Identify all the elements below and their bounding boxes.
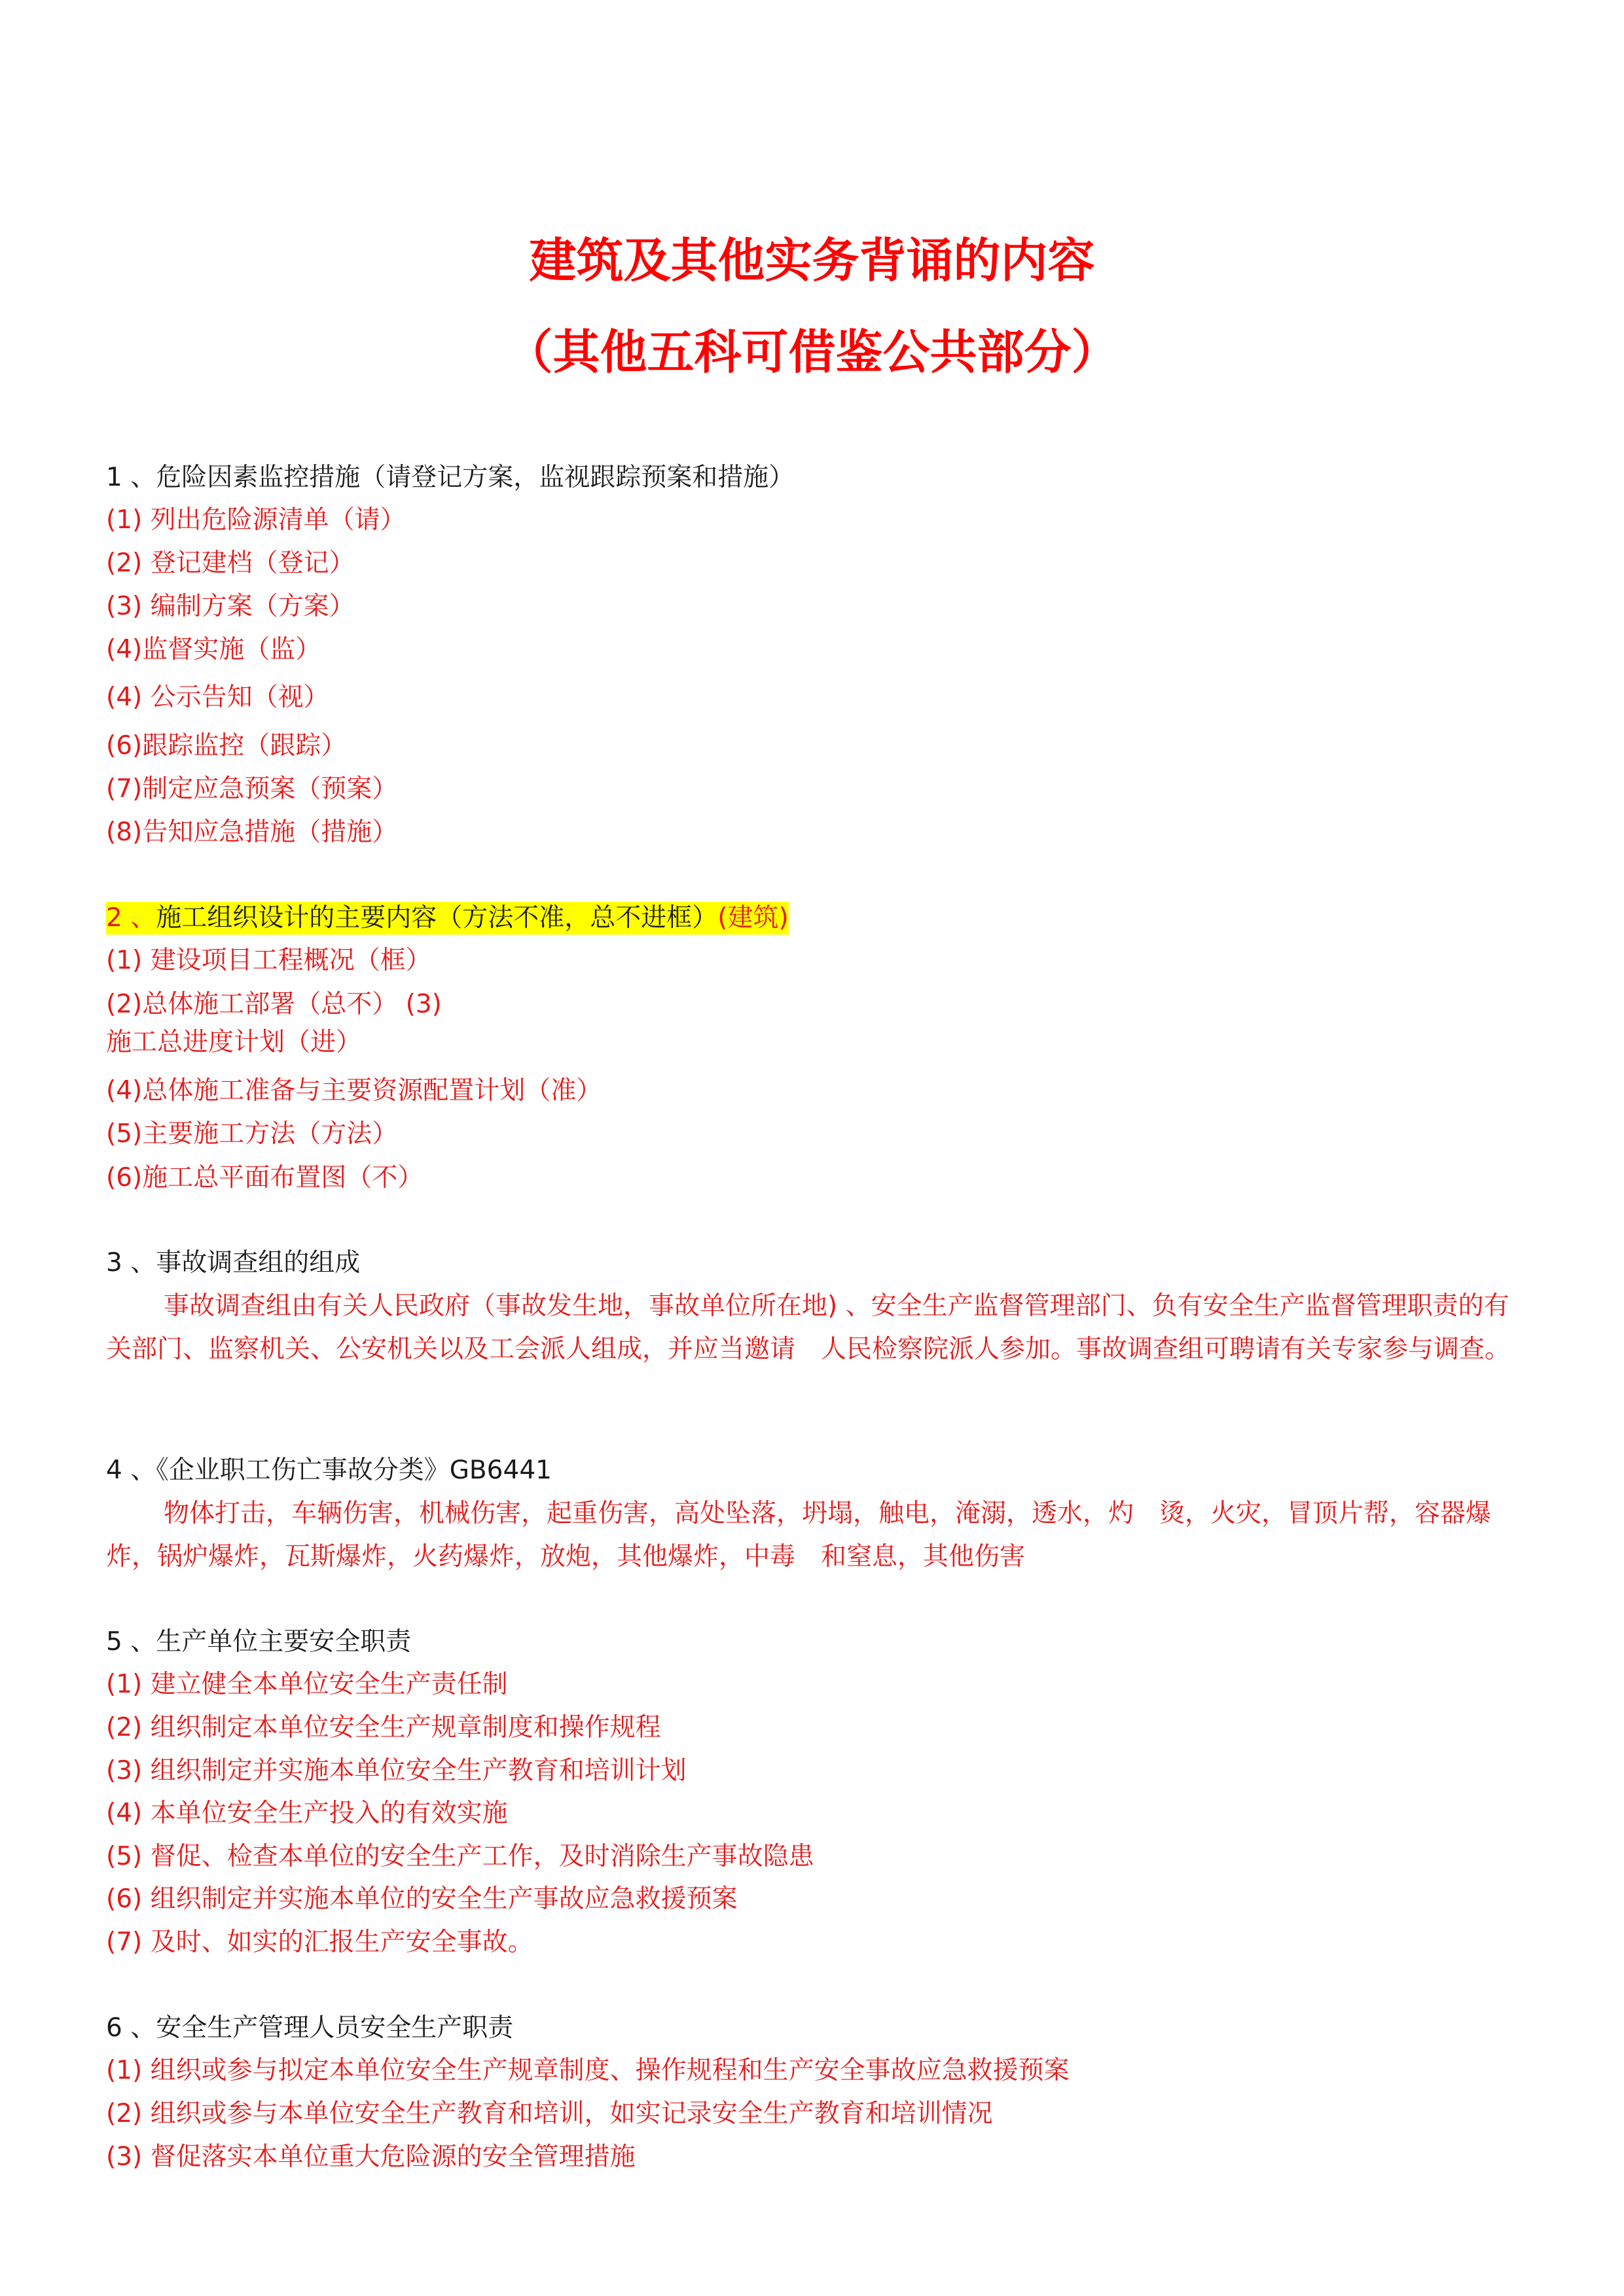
section-5-heading: 5 、生产单位主要安全职责 bbox=[106, 1627, 412, 1657]
document-subtitle: （其他五科可借鉴公共部分） bbox=[505, 325, 1119, 380]
section-3-heading: 3 、事故调查组的组成 bbox=[106, 1248, 361, 1278]
section-1-item: (4) 公示告知（视） bbox=[106, 683, 329, 712]
section-2-heading-tag: (建筑) bbox=[717, 903, 789, 933]
section-1-item: (6)跟踪监控（跟踪） bbox=[106, 731, 347, 761]
section-4-body: 物体打击，车辆伤害，机械伤害，起重伤害，高处坠落，坍塌，触电，淹溺，透水，灼 烫，火灾，冒顶片帮，容器爆炸，锅炉爆炸，瓦斯爆炸，火药爆炸，放炮，其他爆炸，中毒 和窒息，其他伤害 bbox=[106, 1499, 1492, 1571]
section-5-item: (3) 组织制定并实施本单位安全生产教育和培训计划 bbox=[106, 1756, 687, 1785]
section-1-item: (3) 编制方案（方案） bbox=[106, 592, 355, 621]
section-1-item: (1) 列出危险源清单（请） bbox=[106, 505, 406, 535]
section-5-item: (1) 建立健全本单位安全生产责任制 bbox=[106, 1670, 508, 1699]
section-5-item: (2) 组织制定本单位安全生产规章制度和操作规程 bbox=[106, 1713, 661, 1742]
section-2-item: 施工总进度计划（进） bbox=[106, 1028, 362, 1057]
section-2-heading-text: 施工组织设计的主要内容（方法不准，总不进框） bbox=[156, 903, 718, 933]
section-2-item: (4)总体施工准备与主要资源配置计划（准） bbox=[106, 1076, 602, 1105]
document-title: 建筑及其他实务背诵的内容 bbox=[529, 233, 1095, 288]
section-1-heading: 1 、危险因素监控措施（请登记方案，监视跟踪预案和措施） bbox=[106, 463, 795, 492]
section-2-heading-number: 2 、 bbox=[106, 903, 156, 933]
section-2-item: (6)施工总平面布置图（不） bbox=[106, 1163, 424, 1193]
section-6-item: (1) 组织或参与拟定本单位安全生产规章制度、操作规程和生产安全事故应急救援预案 bbox=[106, 2056, 1070, 2085]
section-6-item: (2) 组织或参与本单位安全生产教育和培训，如实记录安全生产教育和培训情况 bbox=[106, 2099, 993, 2128]
section-2-item: (5)主要施工方法（方法） bbox=[106, 1119, 398, 1149]
section-6-item: (3) 督促落实本单位重大危险源的安全管理措施 bbox=[106, 2142, 636, 2172]
section-1-item: (4)监督实施（监） bbox=[106, 635, 321, 664]
section-6-heading: 6 、安全生产管理人员安全生产职责 bbox=[106, 2013, 514, 2043]
section-1-item: (2) 登记建档（登记） bbox=[106, 548, 355, 578]
section-3-body: 事故调查组由有关人民政府（事故发生地，事故单位所在地) 、安全生产监督管理部门、负有安全生产监督管理职责的有关部门、监察机关、公安机关以及工会派人组成，并应当邀请 人民检察院派人参加。事故调查组可聘请有关专家参与调查。 bbox=[106, 1291, 1511, 1364]
section-2-item: (2)总体施工部署（总不） (3) bbox=[106, 990, 442, 1019]
section-4-heading: 4 、《企业职工伤亡事故分类》GB6441 bbox=[106, 1456, 552, 1485]
section-5-item: (4) 本单位安全生产投入的有效实施 bbox=[106, 1799, 508, 1828]
section-2-heading bbox=[106, 902, 789, 935]
section-5-item: (7) 及时、如实的汇报生产安全事故。 bbox=[106, 1928, 533, 1957]
section-1-item: (8)告知应急措施（措施） bbox=[106, 817, 398, 847]
section-5-item: (5) 督促、检查本单位的安全生产工作，及时消除生产事故隐患 bbox=[106, 1842, 814, 1871]
section-5-item: (6) 组织制定并实施本单位的安全生产事故应急救援预案 bbox=[106, 1884, 738, 1914]
section-1-item: (7)制定应急预案（预案） bbox=[106, 774, 398, 804]
section-2-item: (1) 建设项目工程概况（框） bbox=[106, 946, 431, 975]
